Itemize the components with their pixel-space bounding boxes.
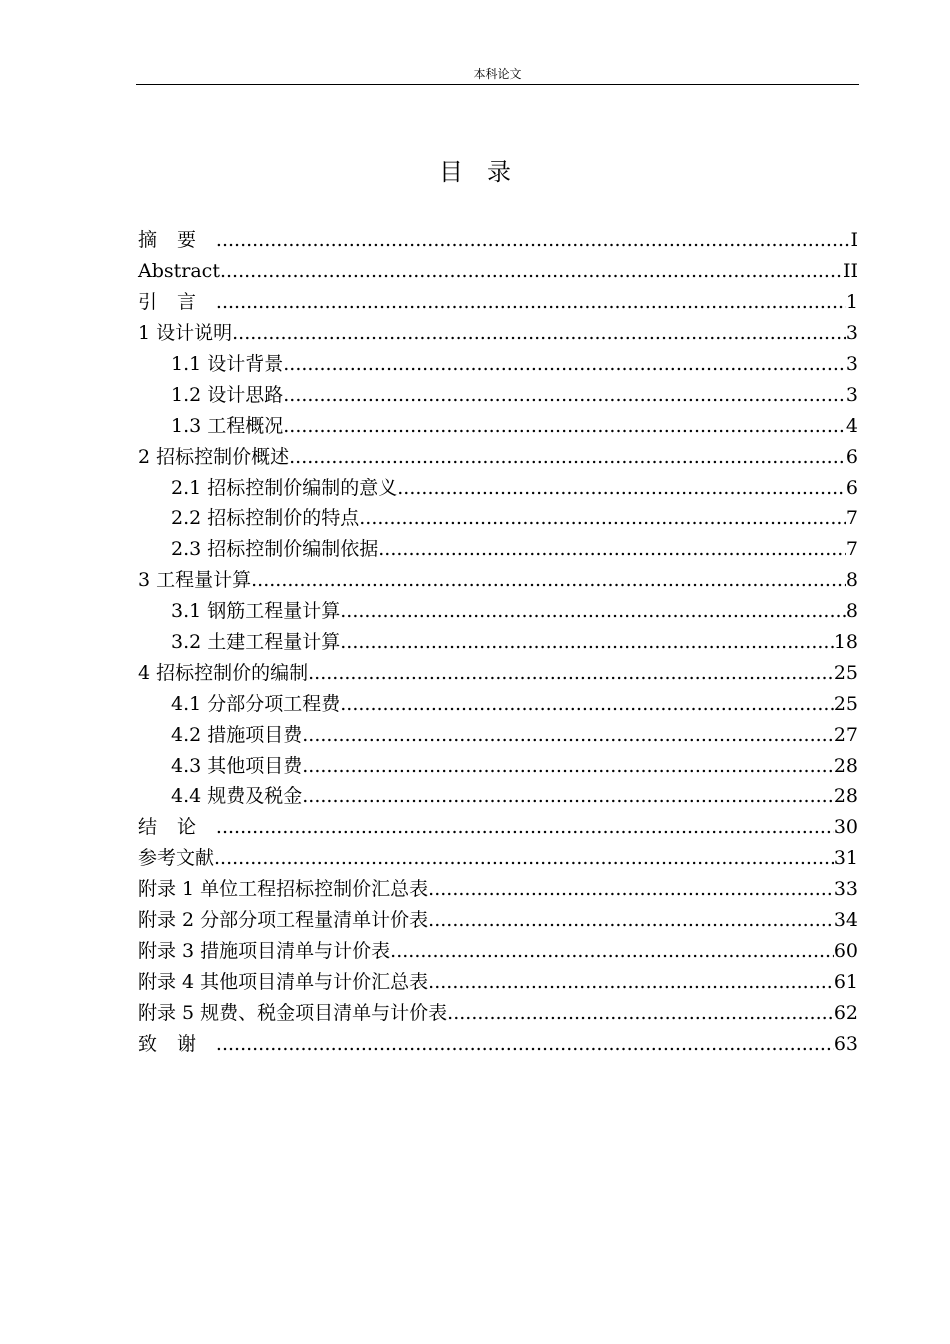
toc-leader-dots — [340, 689, 834, 719]
toc-entry-page: 1 — [845, 291, 858, 314]
toc-leader-dots — [216, 1029, 834, 1059]
toc-leader-dots — [289, 442, 846, 472]
toc-entry[interactable] — [138, 410, 858, 441]
toc-entry-label: 附录 3 措施项目清单与计价表 — [138, 939, 391, 962]
toc-entry-label: 1 设计说明 — [138, 322, 233, 345]
toc-entry[interactable] — [138, 318, 858, 349]
toc-entry[interactable] — [138, 225, 858, 256]
toc-entry-label: 1.2 设计思路 — [171, 383, 284, 406]
toc-entry-page: 7 — [845, 507, 858, 530]
toc-leader-dots — [216, 287, 846, 317]
toc-entry-label: 4.4 规费及税金 — [171, 785, 303, 808]
toc-leader-dots — [251, 565, 846, 595]
toc-leader-dots — [302, 751, 834, 781]
toc-entry-label: 2 招标控制价概述 — [138, 445, 290, 468]
toc-entry-label: 摘要 — [138, 229, 216, 252]
table-of-contents — [138, 225, 858, 1059]
toc-leader-dots — [428, 874, 834, 904]
toc-leader-dots — [283, 411, 846, 441]
toc-entry[interactable] — [138, 256, 858, 287]
toc-entry-label: 附录 1 单位工程招标控制价汇总表 — [138, 878, 429, 901]
toc-leader-dots — [216, 225, 851, 255]
toc-entry[interactable] — [138, 905, 858, 936]
toc-entry-label: Abstract — [138, 260, 220, 283]
toc-leader-dots — [220, 256, 843, 286]
toc-entry-label: 4.1 分部分项工程费 — [171, 692, 341, 715]
toc-entry-page: 7 — [845, 538, 858, 561]
toc-entry-page: 63 — [833, 1032, 858, 1055]
toc-entry[interactable] — [138, 997, 858, 1028]
toc-entry-label: 3.2 土建工程量计算 — [171, 631, 341, 654]
toc-entry-label: 4 招标控制价的编制 — [138, 661, 309, 684]
toc-entry-page: 33 — [833, 878, 858, 901]
toc-entry-page: 6 — [845, 476, 858, 499]
toc-leader-dots — [340, 627, 834, 657]
toc-entry[interactable] — [138, 596, 858, 627]
toc-entry-label: 附录 5 规费、税金项目清单与计价表 — [138, 1001, 448, 1024]
toc-leader-dots — [447, 998, 834, 1028]
toc-entry-page: 18 — [833, 631, 858, 654]
toc-leader-dots — [359, 503, 846, 533]
toc-leader-dots — [214, 843, 834, 873]
toc-entry-label: 结论 — [138, 816, 216, 839]
toc-leader-dots — [340, 596, 846, 626]
toc-leader-dots — [428, 905, 834, 935]
toc-entry-label: 4.3 其他项目费 — [171, 754, 303, 777]
toc-leader-dots — [397, 473, 846, 503]
toc-entry-label: 附录 2 分部分项工程量清单计价表 — [138, 909, 429, 932]
toc-entry-page: 8 — [845, 600, 858, 623]
toc-entry[interactable] — [138, 719, 858, 750]
toc-entry[interactable] — [138, 441, 858, 472]
toc-leader-dots — [216, 812, 834, 842]
toc-entry-label: 致谢 — [138, 1032, 216, 1055]
toc-leader-dots — [378, 534, 846, 564]
toc-entry-label: 附录 4 其他项目清单与计价汇总表 — [138, 970, 429, 993]
toc-entry-page: 4 — [845, 414, 858, 437]
toc-entry-label: 4.2 措施项目费 — [171, 723, 303, 746]
toc-entry[interactable] — [138, 688, 858, 719]
toc-entry-page: 61 — [833, 970, 858, 993]
toc-leader-dots — [283, 349, 846, 379]
toc-leader-dots — [302, 781, 834, 811]
toc-entry-page: II — [842, 260, 858, 283]
toc-entry[interactable] — [138, 935, 858, 966]
toc-leader-dots — [390, 936, 834, 966]
toc-entry[interactable] — [138, 565, 858, 596]
toc-entry-label: 1.3 工程概况 — [171, 414, 284, 437]
toc-leader-dots — [232, 318, 846, 348]
toc-entry[interactable] — [138, 843, 858, 874]
toc-entry-page: 25 — [833, 692, 858, 715]
toc-entry-page: 28 — [833, 754, 858, 777]
toc-entry-label: 引言 — [138, 291, 216, 314]
toc-entry[interactable] — [138, 966, 858, 997]
toc-entry-page: 34 — [833, 909, 858, 932]
toc-entry-page: 6 — [845, 445, 858, 468]
toc-entry-page: 3 — [845, 322, 858, 345]
toc-entry-page: 3 — [845, 383, 858, 406]
toc-entry-page: 62 — [833, 1001, 858, 1024]
toc-entry[interactable] — [138, 379, 858, 410]
toc-entry[interactable] — [138, 627, 858, 658]
toc-entry[interactable] — [138, 472, 858, 503]
toc-entry-label: 2.1 招标控制价编制的意义 — [171, 476, 398, 499]
toc-entry-page: 27 — [833, 723, 858, 746]
page-header — [136, 64, 859, 85]
toc-entry-label: 2.3 招标控制价编制依据 — [171, 538, 379, 561]
toc-leader-dots — [428, 967, 834, 997]
toc-entry-page: 30 — [833, 816, 858, 839]
toc-entry-page: 31 — [833, 847, 858, 870]
toc-title: 目录 — [439, 158, 535, 186]
toc-entry[interactable] — [138, 750, 858, 781]
toc-entry-label: 3 工程量计算 — [138, 569, 252, 592]
toc-entry-page: 60 — [833, 939, 858, 962]
toc-entry-page: I — [850, 229, 858, 252]
toc-leader-dots — [283, 380, 846, 410]
toc-entry-page: 25 — [833, 661, 858, 684]
toc-entry[interactable] — [138, 503, 858, 534]
toc-entry-page: 3 — [845, 353, 858, 375]
toc-entry-label: 参考文献 — [138, 847, 215, 870]
toc-entry-label: 2.2 招标控制价的特点 — [171, 507, 360, 530]
toc-entry-label: 1.1 设计背景 — [171, 353, 284, 375]
toc-entry[interactable] — [138, 287, 858, 318]
header-text: 本科论文 — [473, 67, 522, 81]
toc-entry-label: 3.1 钢筋工程量计算 — [171, 600, 341, 623]
toc-entry-page: 8 — [845, 569, 858, 592]
toc-entry[interactable] — [138, 812, 858, 843]
toc-entry[interactable] — [138, 1028, 858, 1059]
toc-entry[interactable] — [138, 657, 858, 688]
toc-entry[interactable] — [138, 781, 858, 812]
toc-leader-dots — [302, 720, 834, 750]
toc-leader-dots — [308, 658, 834, 688]
toc-entry-page: 28 — [833, 785, 858, 808]
toc-entry[interactable] — [138, 349, 858, 380]
toc-entry[interactable] — [138, 534, 858, 565]
toc-entry[interactable] — [138, 874, 858, 905]
